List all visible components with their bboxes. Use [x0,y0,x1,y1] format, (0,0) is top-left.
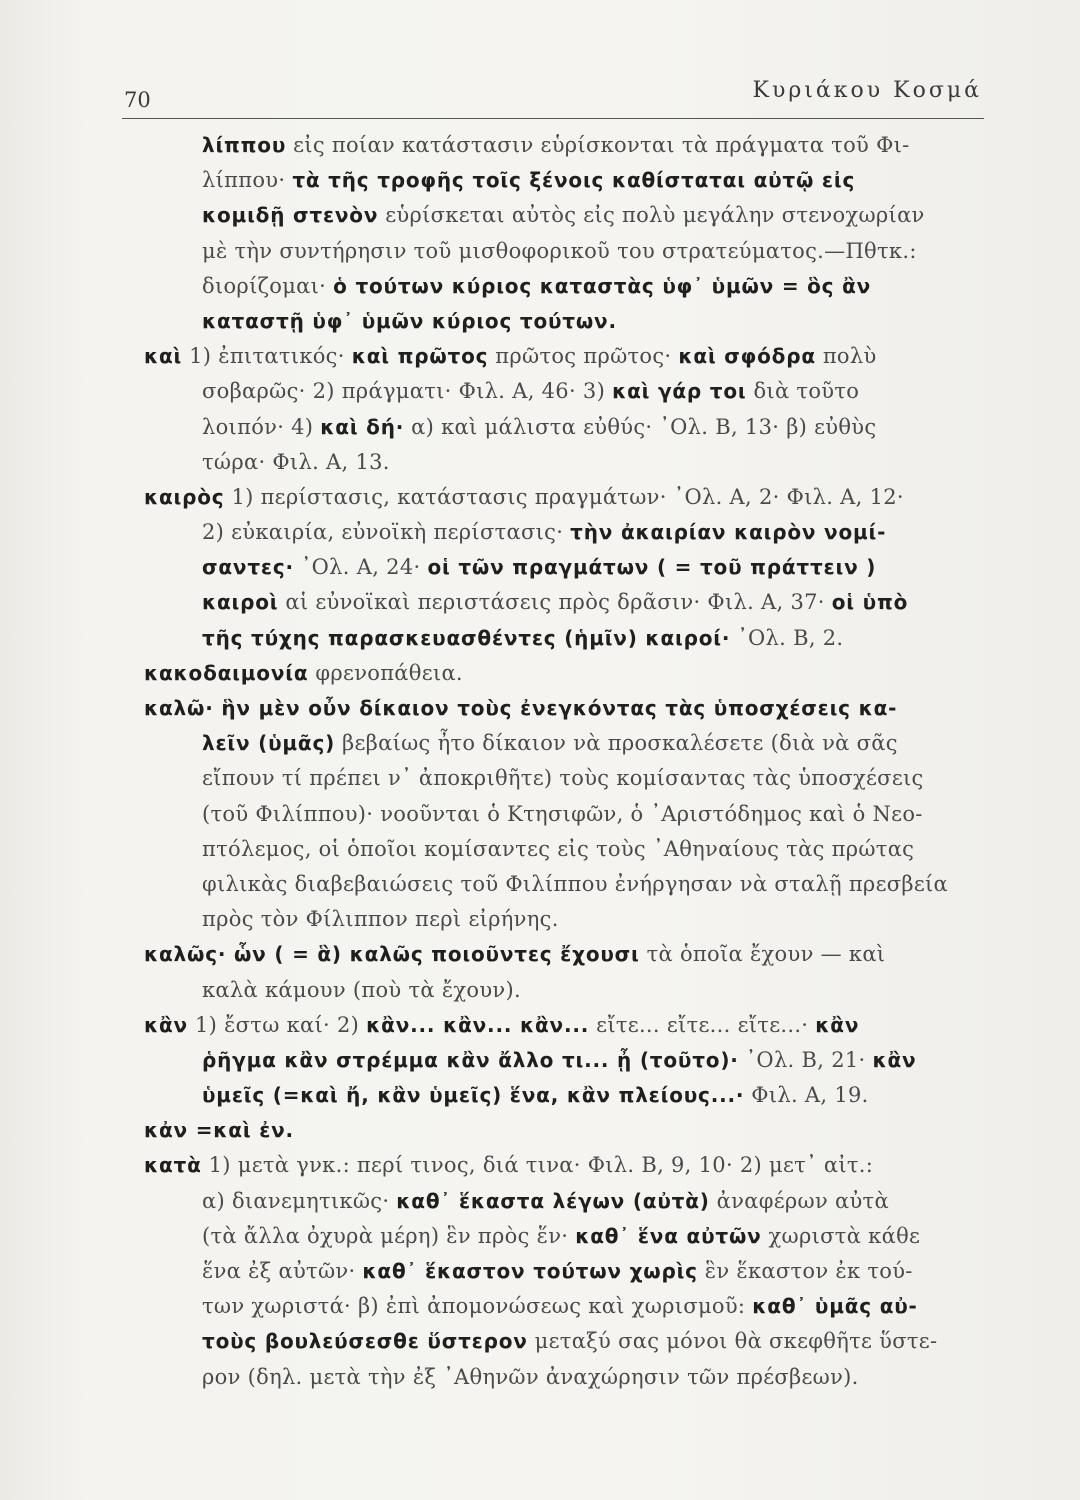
text-line [144,480,996,515]
gloss-text: εἴπουν τί πρέπει ν᾽ ἀποκριθῆτε) τοὺς κομίσαντας τὰς ὑποσχέσεις [202,766,924,791]
gloss-text: ἓν ἕκαστον ἐκ τού- [697,1259,913,1283]
text-line [146,585,996,620]
headword: κἂν [144,1012,188,1037]
gloss-text: διορίζομαι· [202,273,334,298]
gloss-text: εἴτε... εἴτε... εἴτε...· [589,1012,816,1037]
text-line [146,902,996,937]
headword: καθ᾽ ἕκαστον τούτων χωρὶς [362,1259,698,1283]
gloss-text: α) καὶ μάλιστα εὐθύς· ᾿Ολ. Β, 13· β) εὐθὺς [404,414,877,439]
gloss-text: διὰ τοῦτο [746,379,860,404]
headword: οἱ τῶν πραγμάτων ( = τοῦ πράττειν ) [427,555,877,580]
gloss-text: (τὰ ἄλλα ὀχυρὰ μέρη) ἓν πρὸς ἕν· [202,1223,576,1248]
text-line [144,937,996,972]
page-header [122,78,984,119]
headword: λίππου [202,133,287,157]
text-line [146,410,996,445]
headword: καὶ δή· [320,414,405,439]
headword: ὁ τούτων κύριος καταστὰς ὑφ᾽ ὑμῶν = ὃς ἂν [333,273,872,298]
text-line [144,1113,996,1148]
text-line [146,374,996,409]
gloss-text: (τοῦ Φιλίππου)· νοοῦνται ὁ Κτησιφῶν, ὁ ᾿Αριστόδημος καὶ ὁ Νεο- [202,801,923,826]
text-line [146,621,996,656]
text-line [146,867,996,902]
gloss-text: πολὺ [815,344,877,369]
headword: τοὺς βουλεύσεσθε ὕστερον [202,1329,528,1354]
headword: κατὰ [144,1153,202,1178]
headword: καὶ [144,344,183,369]
gloss-text: βεβαίως ἦτο δίκαιον νὰ προσκαλέσετε (διὰ νὰ σᾶς [335,731,898,756]
headword: καταστῇ ὑφ᾽ ὑμῶν κύριος τούτων. [202,308,617,333]
text-line [146,445,996,480]
gloss-text: των χωριστά· β) ἐπὶ ἀπομονώσεως καὶ χωρισμοῦ: [202,1294,753,1319]
text-line [146,761,996,796]
headword: σαντες· [202,555,294,580]
text-line [146,269,996,304]
headword: καθ᾽ ἕκαστα λέγων (αὐτὰ) [396,1188,710,1213]
headword: καλῶς· ὧν ( = ἃ) καλῶς ποιοῦντες ἔχουσι [144,942,640,967]
text-line [146,198,996,233]
gloss-text: καλὰ κάμουν (ποὺ τὰ ἔχουν). [202,977,521,1002]
headword: κομιδῇ στενὸν [202,203,379,228]
text-line [144,691,996,726]
headword: καὶ σφόδρα [678,344,816,369]
gloss-text: πτόλεμος, οἱ ὁποῖοι κομίσαντες εἰς τοὺς ᾿Αθηναίους τὰς πρώτας [202,836,915,861]
text-line [146,726,996,761]
gloss-text: ἀναφέρων αὐτὰ [709,1188,889,1213]
gloss-text: σοβαρῶς· 2) πράγματι· Φιλ. Α, 46· 3) [202,379,613,404]
headword: κἂν [872,1047,917,1072]
headword: κἂν [815,1012,860,1037]
gloss-text: Φιλ. Α, 19. [744,1083,869,1108]
headword: ὑμεῖς (=καὶ ἤ, κἂν ὑμεῖς) ἕνα, κἂν πλείους...· [202,1083,745,1108]
text-line [146,973,996,1008]
running-title: Κυριάκου Κοσμά [752,78,982,103]
text-line [146,1043,996,1078]
text-line [144,656,996,691]
gloss-text: εὑρίσκεται αὐτὸς εἰς πολὺ μεγάλην στενοχωρίαν [378,203,925,228]
gloss-text: ᾿Ολ. Α, 24· [293,555,428,580]
headword: λεῖν (ὑμᾶς) [202,731,336,756]
text-line [146,832,996,867]
headword: τὴν ἀκαιρίαν καιρὸν νομί- [570,520,887,545]
gloss-text: λοιπόν· 4) [202,414,321,439]
gloss-text: αἱ εὐνοϊκαὶ περιστάσεις πρὸς δρᾶσιν· Φιλ. Α, 37· [278,590,832,615]
text-line [146,234,996,269]
text-line [146,1184,996,1219]
text-line [144,1148,996,1183]
gloss-text: χωριστὰ κάθε [761,1223,921,1248]
gloss-text: 1) περίστασις, κατάστασις πραγμάτων· ᾿Ολ. Α, 2· Φιλ. Α, 12· [224,484,904,509]
headword: ῥῆγμα κἂν στρέμμα κἂν ἄλλο τι... ᾖ (τοῦτο)· [202,1047,739,1072]
text-line [146,128,996,163]
headword: τῆς τύχης παρασκευασθέντες (ἡμῖν) καιροί· [202,625,731,650]
glossary-text [146,128,996,1395]
text-line [146,1219,996,1254]
headword: καθ᾽ ἕνα αὐτῶν [575,1223,762,1248]
gloss-text: τώρα· Φιλ. Α, 13. [202,449,390,474]
gloss-text: ἕνα ἐξ αὐτῶν· [202,1259,363,1283]
gloss-text: α) διανεμητικῶς· [202,1188,397,1213]
gloss-text: ᾿Ολ. Β, 2. [730,625,844,650]
text-line [146,1078,996,1113]
headword: καιροὶ [202,590,279,615]
gloss-text: φιλικὰς διαβεβαιώσεις τοῦ Φιλίππου ἐνήργησαν νὰ σταλῇ πρεσβεία [202,871,949,896]
gloss-text: εἰς ποίαν κατάστασιν εὑρίσκονται τὰ πράγματα τοῦ Φι- [286,133,910,157]
gloss-text: ᾿Ολ. Β, 21· [738,1047,873,1072]
text-line [146,163,996,198]
text-line [146,550,996,585]
headword: καιρὸς [144,484,225,509]
gloss-text: 1) ἔστω καί· 2) [187,1012,367,1037]
text-line [146,1324,996,1359]
text-line [144,1008,996,1043]
gloss-text: ρον (δηλ. μετὰ τὴν ἐξ ᾿Αθηνῶν ἀναχώρησιν τῶν πρέσβεων). [202,1364,859,1389]
gloss-text: 2) εὐκαιρία, εὐνοϊκὴ περίστασις· [202,520,571,545]
gloss-text: φρενοπάθεια. [308,660,463,685]
gloss-text: τὰ ὁποῖα ἔχουν — καὶ [639,942,886,967]
headword: οἱ ὑπὸ [831,590,909,615]
headword: καλῶ· ἣν μὲν οὖν δίκαιον τοὺς ἐνεγκόντας τὰς ὑποσχέσεις κα- [144,696,898,720]
gloss-text: πρῶτος πρῶτος· [488,344,679,369]
text-line [146,1289,996,1324]
headword: καὶ πρῶτος [351,344,489,369]
text-line [146,1360,996,1395]
headword: κἂν... κἂν... κἂν... [366,1012,590,1037]
headword: καὶ γάρ τοι [612,379,747,404]
text-line [146,1254,996,1289]
text-line [144,339,996,374]
headword: κἀν =καὶ ἐν. [144,1118,294,1143]
gloss-text: μεταξύ σας μόνοι θὰ σκεφθῆτε ὕστε- [527,1329,938,1354]
headword: τὰ τῆς τροφῆς τοῖς ξένοις καθίσταται αὐτῷ εἰς [292,168,856,193]
gloss-text: μὲ τὴν συντήρησιν τοῦ μισθοφορικοῦ του στρατεύματος.—Πθτκ.: [202,238,917,263]
text-line [146,797,996,832]
page-number: 70 [124,88,151,112]
gloss-text: 1) μετὰ γνκ.: περί τινος, διά τινα· Φιλ. Β, 9, 10· 2) μετ᾽ αἰτ.: [201,1153,874,1178]
gloss-text: 1) ἐπιτατικός· [182,344,352,369]
headword: κακοδαιμονία [144,660,309,685]
text-line [146,304,996,339]
gloss-text: πρὸς τὸν Φίλιππον περὶ εἰρήνης. [202,907,559,932]
text-line [146,515,996,550]
headword: καθ᾽ ὑμᾶς αὐ- [752,1294,918,1319]
gloss-text: λίππου· [202,168,293,193]
